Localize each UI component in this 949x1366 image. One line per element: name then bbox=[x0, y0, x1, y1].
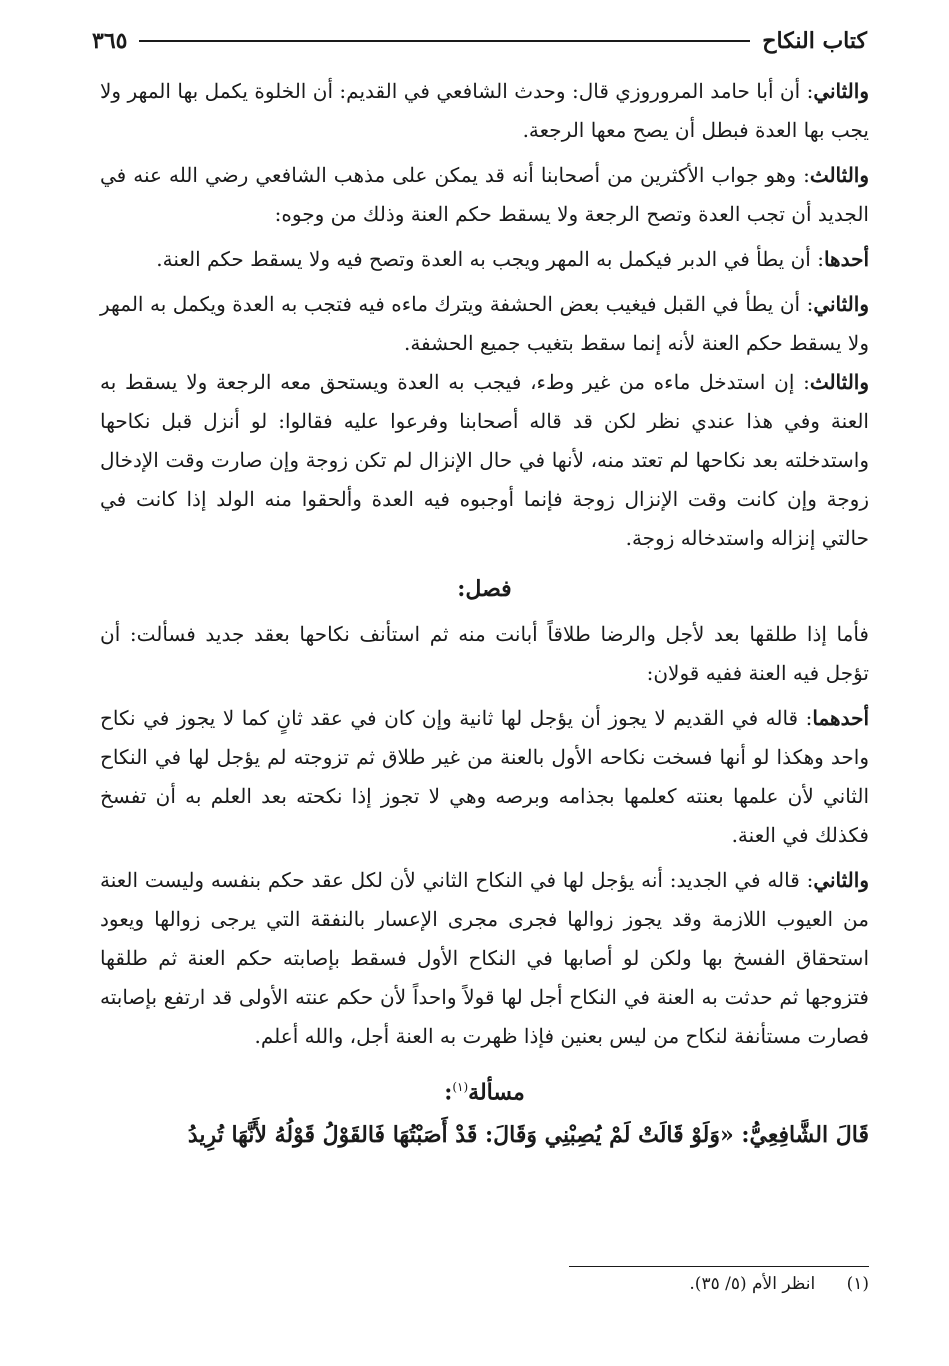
paragraph bbox=[100, 861, 869, 1056]
masala-label: مسألة bbox=[468, 1079, 525, 1106]
paragraph-lead: والثالث bbox=[809, 370, 869, 394]
page-body bbox=[100, 72, 869, 1155]
paragraph-text: : وهو جواب الأكثرين من أصحابنا أنه قد يمكن على مذهب الشافعي رضي الله عنه في الجديد أن تجب العدة وتصح الرجعة ولا يسقط حكم العنة وذلك من وجوه: bbox=[100, 163, 869, 226]
paragraph-text: : إن استدخل ماءه من غير وطء، فيجب به العدة ويستحق معه الرجعة ولا يسقط به العنة وفي هذا عندي نظر لكن قد قاله أصحابنا وفرعوا عليه فقالوا: لو أنزل قبل نكاحها واستدخلته بعد نكاحها لم تعتد منه، لأنها في حال الإنزال لم تكن زوجة وإن صارت وقت الإدخال زوجة وإن كانت وقت الإنزال زوجة فإنما أوجبوه فيه العدة وألحقوا منه الولد إذا كانت في حالتي إنزاله واستدخاله زوجة. bbox=[100, 370, 869, 550]
paragraph bbox=[100, 240, 869, 279]
paragraph-text: فأما إذا طلقها بعد لأجل والرضا طلاقاً أبانت منه ثم استأنف نكاحها بعقد جديد فسألت: أن تؤجل فيه العنة ففيه قولان: bbox=[100, 622, 869, 685]
footnote-ref: (١) bbox=[452, 1080, 469, 1094]
paragraph-lead: والثاني bbox=[813, 79, 869, 103]
paragraph-lead: أحدهما bbox=[812, 706, 869, 730]
paragraph bbox=[100, 72, 869, 150]
paragraph-text: : أن يطأ في الدبر فيكمل به المهر ويجب به العدة وتصح فيه ولا يسقط حكم العنة. bbox=[156, 247, 824, 271]
paragraph bbox=[100, 699, 869, 855]
paragraph bbox=[100, 285, 869, 363]
masala-heading bbox=[100, 1068, 869, 1112]
paragraph-text: : أن يطأ في القبل فيغيب بعض الحشفة ويترك ماءه فيه فتجب به العدة ويكمل به المهر ولا يسقط حكم العنة لأنه إنما سقط بتغيب جميع الحشفة. bbox=[100, 292, 869, 355]
footnote bbox=[100, 1274, 869, 1294]
footnote-rule bbox=[569, 1266, 869, 1267]
paragraph bbox=[100, 363, 869, 558]
paragraph-lead: والثالث bbox=[809, 163, 869, 187]
footnote-text: انظر الأم (٥/ ٣٥). bbox=[689, 1274, 816, 1294]
quote-line: قَالَ الشَّافِعِيُّ: «وَلَوْ قَالَتْ لَمْ يُصِبْنِي وَقَالَ: قَدْ أَصَبْتُهَا فَالقَوْلُ قَوْلُهُ لأَنَّهَا تُرِيدُ bbox=[187, 1122, 869, 1149]
paragraph-text: : أن أبا حامد المروروزي قال: وحدث الشافعي في القديم: أن الخلوة يكمل بها المهر ولا يجب بها العدة فبطل أن يصح معها الرجعة. bbox=[100, 79, 869, 142]
masala-colon: : bbox=[444, 1079, 453, 1106]
paragraph-text: : قاله في القديم لا يجوز أن يؤجل لها ثانية وإن كان في عقد ثانٍ كما لا يجوز في نكاح واحد وهكذا لو أنها فسخت نكاحه الأول بالعنة من غير طلاق ثم تزوجته لم يؤجل لها في النكاح الثاني لأن علمها بعنته كعلمها بجذامه وبرصه وهي لا تجوز إذا نكحته بعد العلم به أن تفسخ فكذلك في العنة. bbox=[100, 706, 869, 847]
paragraph-lead: أحدها bbox=[823, 247, 869, 271]
paragraph-lead: والثاني bbox=[813, 868, 869, 892]
running-header bbox=[92, 28, 867, 54]
header-rule bbox=[139, 40, 750, 42]
paragraph bbox=[100, 156, 869, 234]
section-heading: فصل: bbox=[457, 576, 512, 602]
page-number: ٣٦٥ bbox=[92, 28, 128, 54]
paragraph-lead: والثاني bbox=[813, 292, 869, 316]
paragraph-text: : قاله في الجديد: أنه يؤجل لها في النكاح الثاني لأن لكل عقد حكم بنفسه وليست العنة من العيوب اللازمة وقد يجوز زوالها فجرى مجرى الإعسار بالنفقة التي يرجى زوالها ويعود استحقاق الفسخ بها ولكن لو أصابها في النكاح الأول فسقط بإصابته حكم العنة ثم طلقها فتزوجها ثم حدثت به العنة في النكاح أجل لها قولاً واحداً لأن حكم عنته الأولى قد ارتفع بإصابته فصارت مستأنفة لنكاح من ليس بعنين فإذا ظهرت به العنة أجل، والله أعلم. bbox=[100, 868, 869, 1048]
book-title: كتاب النكاح bbox=[762, 28, 867, 54]
paragraph bbox=[100, 615, 869, 693]
footnote-number: (١) bbox=[846, 1274, 869, 1294]
